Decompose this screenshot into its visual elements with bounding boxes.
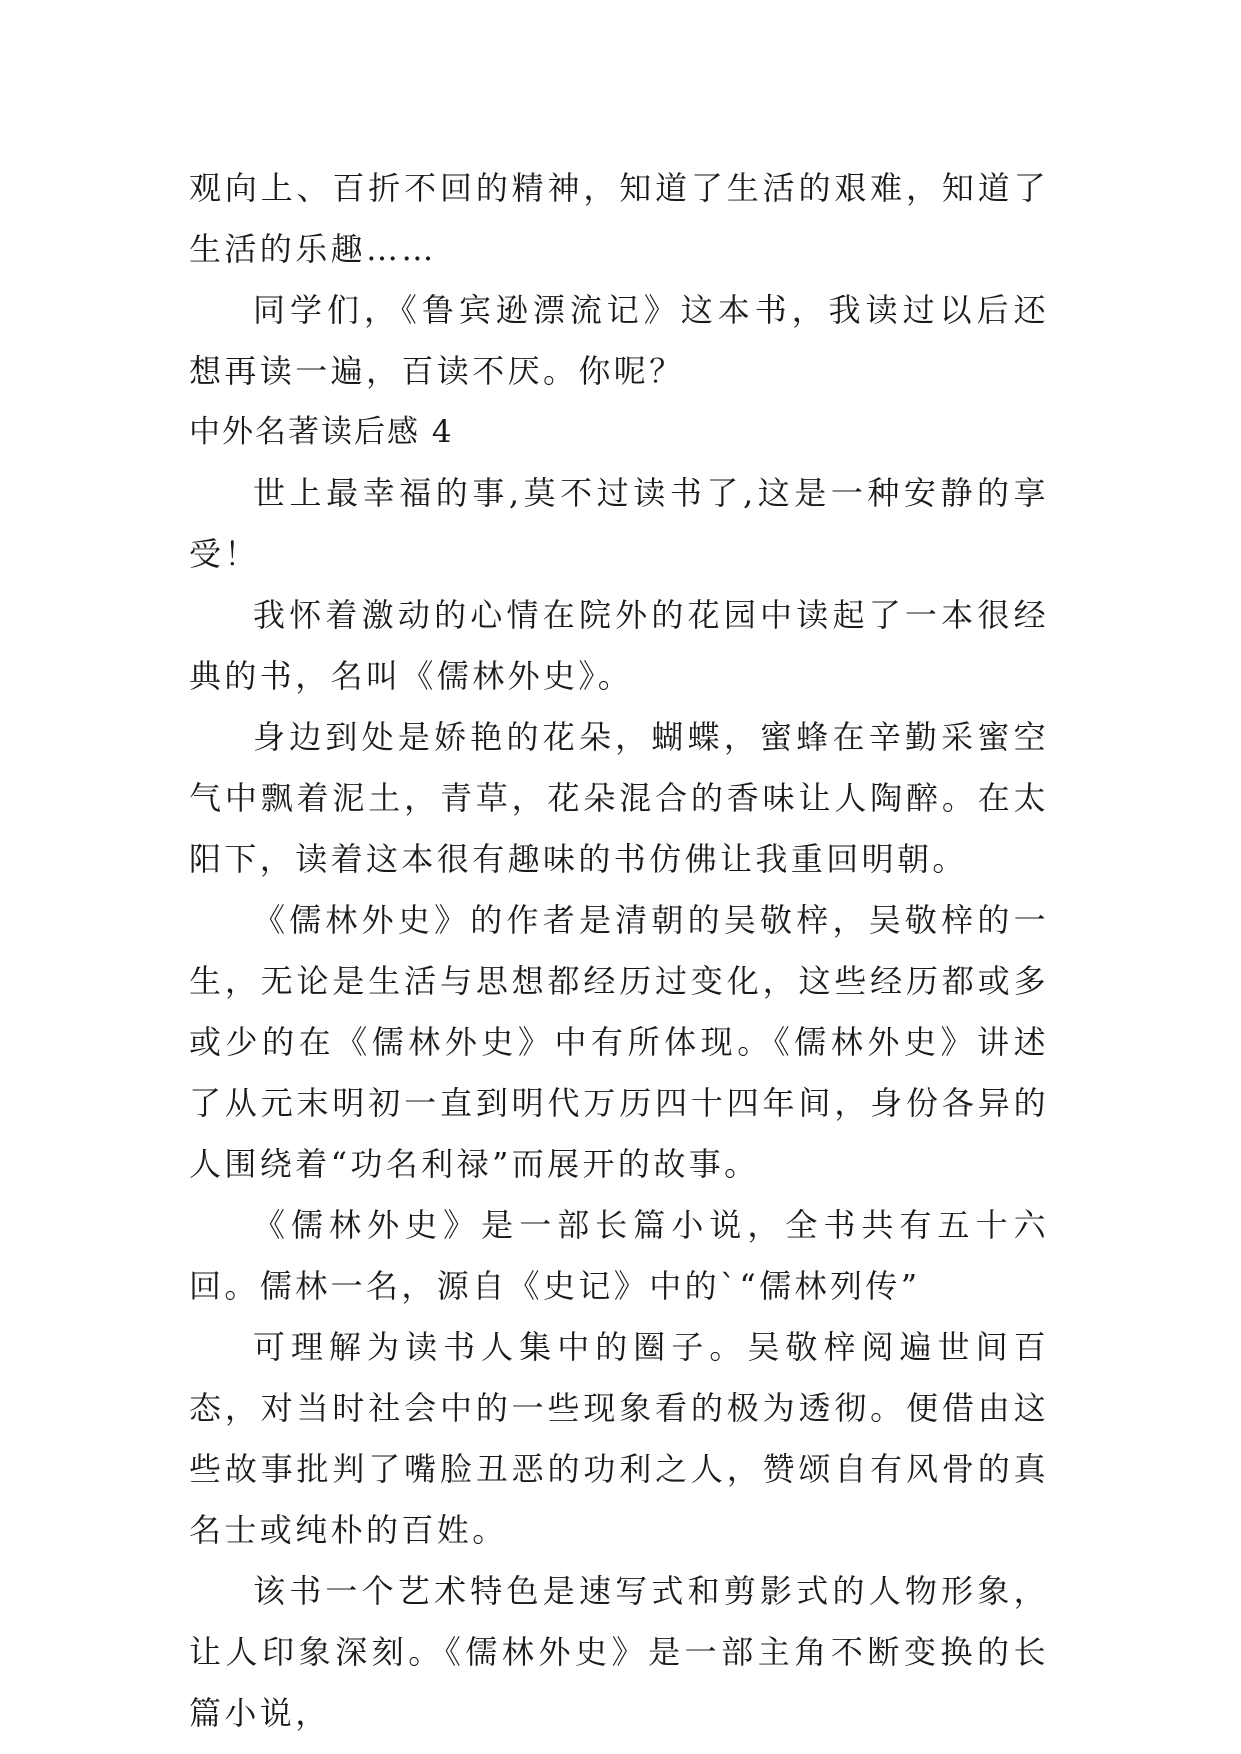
document-body [189, 158, 1049, 1744]
paragraph: 世上最幸福的事,莫不过读书了,这是一种安静的享受！ [189, 474, 1049, 573]
paragraph: 该书一个艺术特色是速写式和剪影式的人物形象，让人印象深刻。《儒林外史》是一部主角不断变换的长篇小说， [189, 1572, 1049, 1732]
paragraph: 《儒林外史》的作者是清朝的吴敬梓，吴敬梓的一生，无论是生活与思想都经历过变化，这些经历都或多或少的在《儒林外史》中有所体现。《儒林外史》讲述了从元末明初一直到明代万历四十四年间，身份各异的人围绕着“功名利禄”而展开的故事。 [189, 901, 1049, 1183]
paragraph: 可理解为读书人集中的圈子。吴敬梓阅遍世间百态，对当时社会中的一些现象看的极为透彻。便借由这些故事批判了嘴脸丑恶的功利之人，赞颂自有风骨的真名士或纯朴的百姓。 [189, 1328, 1049, 1549]
paragraph: 观向上、百折不回的精神，知道了生活的艰难，知道了生活的乐趣…… [189, 169, 1049, 268]
section-heading: 中外名著读后感 4 [189, 414, 454, 450]
paragraph: 身边到处是娇艳的花朵，蝴蝶，蜜蜂在辛勤采蜜空气中飘着泥土，青草，花朵混合的香味让人陶醉。在太阳下，读着这本很有趣味的书仿佛让我重回明朝。 [189, 718, 1049, 878]
paragraph: 同学们，《鲁宾逊漂流记》这本书，我读过以后还想再读一遍，百读不厌。你呢？ [189, 291, 1049, 390]
paragraph: 《儒林外史》是一部长篇小说，全书共有五十六回。儒林一名，源自《史记》中的`“儒林列传” [189, 1206, 1049, 1305]
paragraph: 我怀着激动的心情在院外的花园中读起了一本很经典的书，名叫《儒林外史》。 [189, 596, 1049, 695]
